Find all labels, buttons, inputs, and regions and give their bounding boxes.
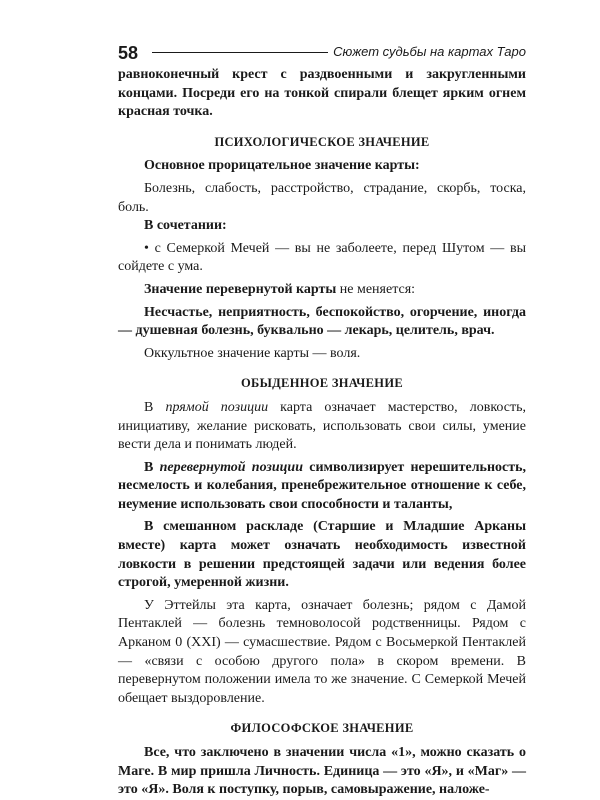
main-meaning-label: Основное прорицательное значение карты: <box>144 158 420 174</box>
occult-meaning-text: Оккультное значение карты — воля. <box>144 345 361 361</box>
combination-item: • с Семеркой Мечей — вы не заболеете, перед Шутом — вы сойдете с ума. <box>118 240 526 275</box>
running-title: Сюжет судьбы на картах Таро <box>333 44 526 59</box>
page-header <box>118 44 526 64</box>
page-number: 58 <box>118 43 139 63</box>
upright-prefix: В <box>144 399 166 415</box>
everyday-etteilla-paragraph: У Эттейлы эта карта, означает болезнь; рядом с Дамой Пентаклей — болезнь темноволосой родственницы. Рядом с Арканом 0 (XXI) — сумасшествие. Рядом с Восьмеркой Пентаклей — «связи с особою другого пола» в скором времени. В перевернутом положении имела то же значение. С Семеркой Мечей обещает выздоровление. <box>118 597 526 706</box>
everyday-upright-paragraph <box>118 399 526 455</box>
everyday-mixed-paragraph: В смешанном раскладе (Старшие и Младшие Арканы вместе) карта может означать необходимость известной ловкости в решении предстоящей задачи или ведения более строгой, умеренной жизни. <box>118 519 526 591</box>
philosophical-paragraph: Все, что заключено в значении числа «1», можно сказать о Маге. В мир пришла Личность. Единица — это «Я», и «Маг» — это «Я». Воля к поступку, порыв, самовыражение, наложе- <box>118 745 526 798</box>
upright-text: карта означает мастерство, ловкость, инициативу, желание рисковать, использовать свои силы, умение вести дела и понимать людей. <box>118 399 526 453</box>
reversed-meaning-label: Значение перевернутой карты <box>144 281 337 297</box>
reversed-meaning-rest: не меняется: <box>336 281 416 297</box>
reversed-meaning-text: Несчастье, неприятность, беспокойство, огорчение, иногда — душевная болезнь, буквально — лекарь, целитель, врач. <box>118 304 526 339</box>
everyday-reversed-paragraph <box>118 459 526 515</box>
header-rule <box>152 52 328 53</box>
intro-paragraph: равноконечный крест с раздвоенными и закругленными концами. Посреди его на тонкой спирали блещет ярким огнем красная точка. <box>118 67 526 120</box>
reversed-text: символизирует нерешительность, несмелость и колебания, пренебрежительное отношение к себе, неумение использовать свои способности и таланты, <box>118 459 527 512</box>
combinations-label: В сочетании: <box>144 218 227 234</box>
reversed-meaning-line <box>118 281 526 300</box>
upright-position-term: прямой позиции <box>165 399 269 415</box>
section-title-psychological: ПСИХОЛОГИЧЕСКОЕ ЗНАЧЕНИЕ <box>214 134 430 149</box>
reversed-prefix: В <box>144 459 160 475</box>
section-title-philosophical: ФИЛОСОФСКОЕ ЗНАЧЕНИЕ <box>230 721 414 736</box>
reversed-position-term: перевернутой позиции <box>159 459 304 475</box>
page-body <box>118 66 526 800</box>
main-meaning-text: Болезнь, слабость, расстройство, страдание, скорбь, тоска, боль. <box>118 180 526 215</box>
section-title-everyday: ОБЫДЕННОЕ ЗНАЧЕНИЕ <box>241 376 403 391</box>
